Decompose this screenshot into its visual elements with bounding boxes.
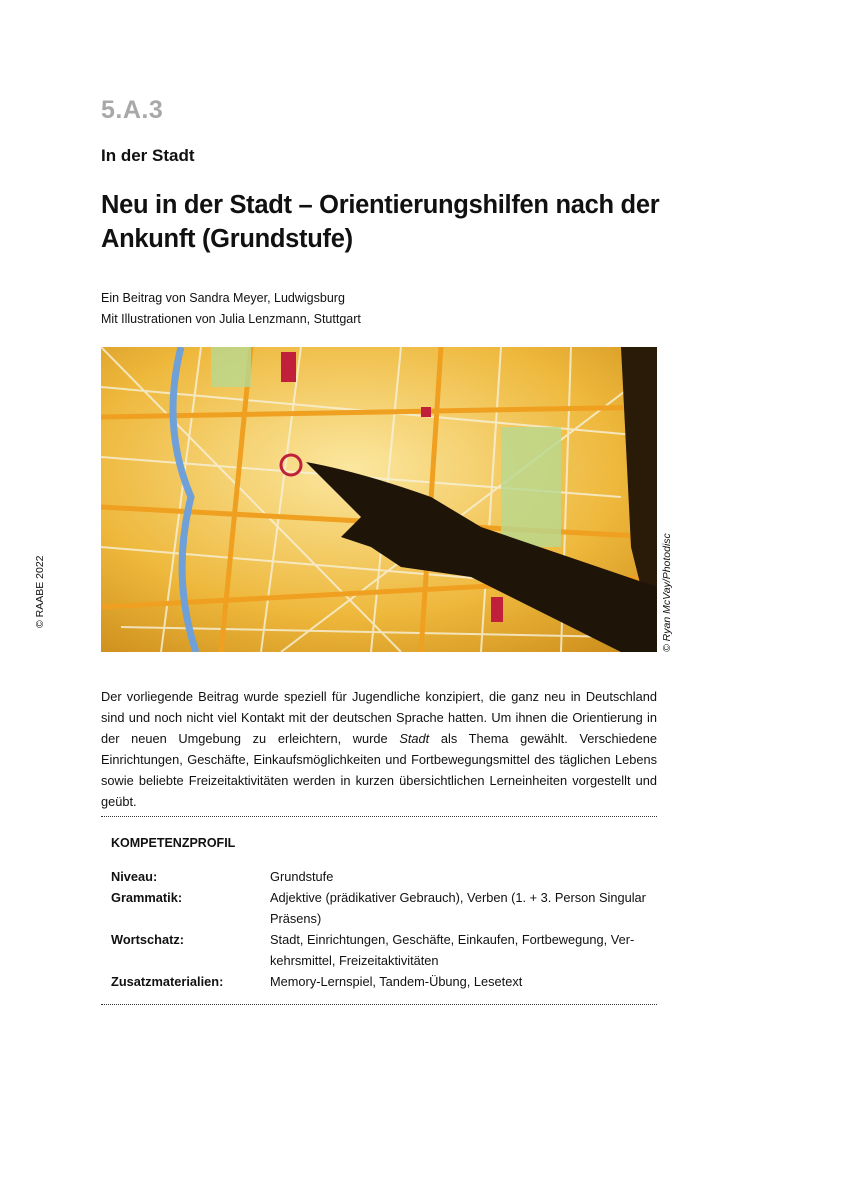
author-line: Ein Beitrag von Sandra Meyer, Ludwigsburg bbox=[101, 291, 345, 305]
profile-label: Wortschatz: bbox=[111, 932, 184, 947]
unit-code: 5.A.3 bbox=[101, 96, 164, 124]
intro-paragraph bbox=[101, 686, 657, 812]
profile-row bbox=[111, 971, 650, 992]
intro-text: Der vorliegende Beitrag wurde speziell für Jugendliche konzipiert, die ganz neu in Deutschland sind und noch nicht viel Kontakt mit der deutschen Sprache hatten. Um ihnen die Orientierung in der neuen Umgebung zu erleichtern, wurde bbox=[101, 689, 657, 746]
intro-emphasis: Stadt bbox=[399, 731, 430, 746]
profile-row bbox=[111, 887, 650, 929]
profile-row bbox=[111, 929, 650, 971]
profile-heading: KOMPETENZPROFIL bbox=[111, 836, 236, 850]
profile-value: Memory-Lernspiel, Tandem-Übung, Lesetext bbox=[270, 974, 523, 989]
byline bbox=[101, 288, 361, 330]
page-title: Neu in der Stadt – Orientierungshilfen nach der Ankunft (Grundstufe) bbox=[101, 191, 660, 253]
intro-text: als Thema gewählt. Verschiedene Einrichtungen, Geschäfte, Einkaufsmöglichkeiten und Fortbewegungsmittel des täglichen Lebens sowie beliebte Freizeitaktivitäten werden in kurzen übersichtlichen Lerneinheiten vorgestellt und geübt. bbox=[101, 731, 657, 809]
copyright-notice: © RAABE 2022 bbox=[34, 555, 46, 628]
profile-row bbox=[111, 866, 650, 887]
illustrator-line: Mit Illustrationen von Julia Lenzmann, Stuttgart bbox=[101, 312, 361, 326]
divider bbox=[101, 816, 657, 817]
profile-label: Grammatik: bbox=[111, 890, 183, 905]
profile-label: Niveau: bbox=[111, 869, 158, 884]
competence-profile bbox=[111, 866, 650, 992]
divider bbox=[101, 1004, 657, 1005]
profile-value: Grundstufe bbox=[270, 869, 334, 884]
photo-credit: © Ryan McVay/Photodisc bbox=[661, 533, 673, 652]
section-title: In der Stadt bbox=[101, 146, 195, 165]
profile-value: Stadt, Einrichtungen, Geschäfte, Einkaufen, Fortbewegung, Ver-kehrsmittel, Freizeitaktivitäten bbox=[270, 932, 635, 968]
city-map-photo bbox=[101, 347, 657, 652]
profile-label: Zusatzmaterialien: bbox=[111, 974, 224, 989]
profile-value: Adjektive (prädikativer Gebrauch), Verben (1. + 3. Person Singular Präsens) bbox=[270, 890, 646, 926]
